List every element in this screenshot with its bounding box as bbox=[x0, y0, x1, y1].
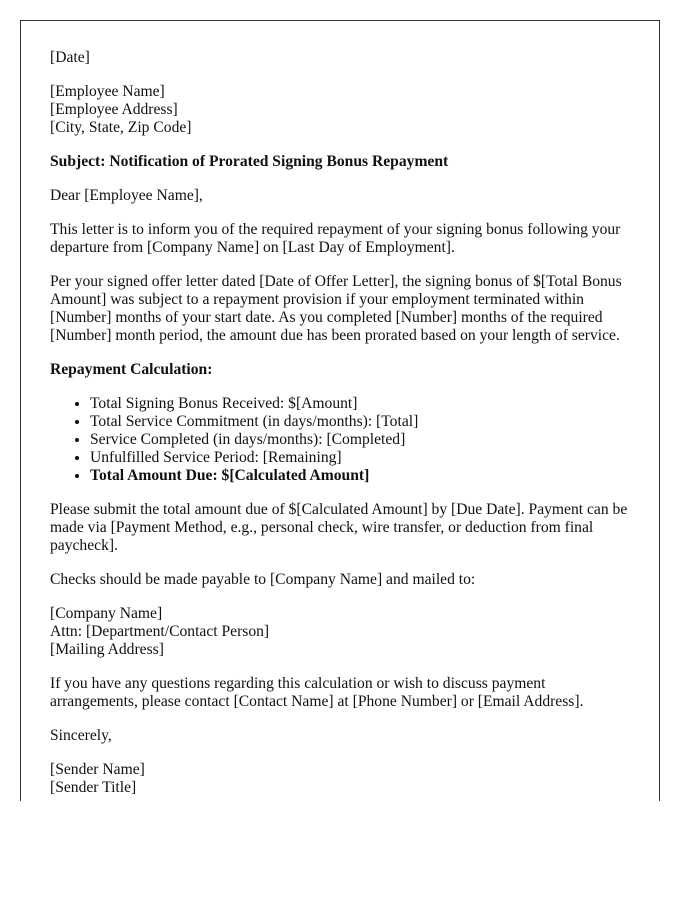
calculation-total-text: Total Amount Due: $[Calculated Amount] bbox=[90, 467, 370, 484]
recipient-block bbox=[50, 83, 630, 137]
calculation-total-item bbox=[90, 467, 630, 485]
recipient-city-state-zip: [City, State, Zip Code] bbox=[50, 119, 192, 136]
recipient-name: [Employee Name] bbox=[50, 83, 165, 100]
calculation-heading bbox=[50, 361, 630, 379]
intro-paragraph: This letter is to inform you of the required repayment of your signing bonus following your departure from [Company Name] on [Last Day of Employment]. bbox=[50, 221, 621, 256]
letter-document bbox=[20, 20, 660, 801]
subject-line bbox=[50, 153, 630, 171]
calculation-heading-text: Repayment Calculation: bbox=[50, 361, 213, 378]
signature-block bbox=[50, 761, 630, 797]
payment-paragraph: Please submit the total amount due of $[Calculated Amount] by [Due Date]. Payment can be made via [Payment Method, e.g., personal check, wire transfer, or deduction from final paycheck]. bbox=[50, 501, 628, 554]
terms-paragraph: Per your signed offer letter dated [Date of Offer Letter], the signing bonus of $[Total Bonus Amount] was subject to a repayment provision if your employment terminated within [Number] months of your start date. As you completed [Number] months of the required [Number] month period, the amount due has been prorated based on your length of service. bbox=[50, 273, 622, 344]
sender-name: [Sender Name] bbox=[50, 761, 145, 778]
subject-text: Subject: Notification of Prorated Signing Bonus Repayment bbox=[50, 153, 449, 170]
mailing-company: [Company Name] bbox=[50, 605, 163, 622]
closing: Sincerely, bbox=[50, 727, 112, 744]
calculation-list bbox=[50, 395, 630, 485]
checks-note: Checks should be made payable to [Company Name] and mailed to: bbox=[50, 571, 476, 588]
mailing-address-block bbox=[50, 605, 630, 659]
calculation-item: • Service Completed (in days/months): [Completed] bbox=[90, 431, 630, 449]
recipient-address: [Employee Address] bbox=[50, 101, 178, 118]
calculation-item: • Unfulfilled Service Period: [Remaining] bbox=[90, 449, 630, 467]
questions-paragraph: If you have any questions regarding this calculation or wish to discuss payment arrangements, please contact [Contact Name] at [Phone Number] or [Email Address]. bbox=[50, 675, 584, 710]
sender-title: [Sender Title] bbox=[50, 779, 137, 796]
calculation-item: • Total Signing Bonus Received: $[Amount] bbox=[90, 395, 630, 413]
calculation-item: • Total Service Commitment (in days/months): [Total] bbox=[90, 413, 630, 431]
letter-date: [Date] bbox=[50, 49, 90, 66]
salutation: Dear [Employee Name], bbox=[50, 187, 203, 204]
mailing-attn: Attn: [Department/Contact Person] bbox=[50, 623, 270, 640]
mailing-address: [Mailing Address] bbox=[50, 641, 164, 658]
